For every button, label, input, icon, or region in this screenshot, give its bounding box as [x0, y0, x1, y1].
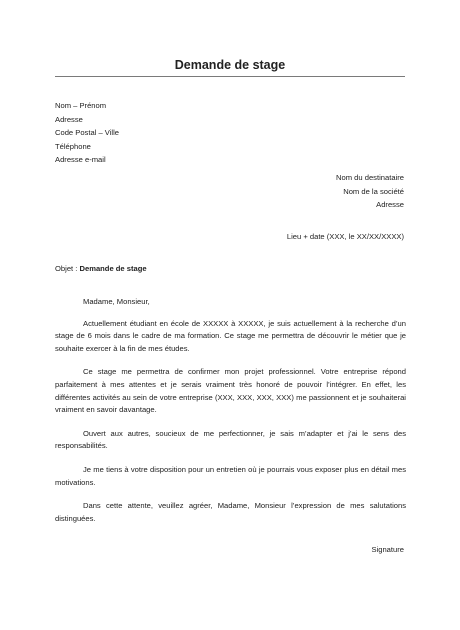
paragraph: Ce stage me permettra de confirmer mon projet professionnel. Votre entreprise répond parfaitement à mes attentes et je serais vraiment très honoré de pouvoir l’intégrer. En effet, les différentes activités au sein de votre entreprise (XXX, XXX, XXX, XXX) me passionnent et je souhaiterai vraiment en savoir davantage. — [55, 367, 406, 415]
place-date: Lieu + date (XXX, le XX/XX/XXXX) — [286, 232, 404, 241]
recipient-block — [336, 171, 404, 212]
letter-body — [55, 296, 406, 536]
paragraph: Ouvert aux autres, soucieux de me perfectionner, je sais m’adapter et j’ai le sens des responsabilités. — [55, 428, 406, 451]
salutation: Madame, Monsieur, — [83, 297, 150, 306]
sender-email: Adresse e-mail — [55, 155, 106, 164]
sender-name: Nom – Prénom — [55, 101, 107, 110]
recipient-address: Adresse — [376, 200, 404, 209]
title-divider — [55, 76, 405, 77]
subject-value: Demande de stage — [79, 264, 147, 273]
sender-phone: Téléphone — [55, 141, 91, 151]
sender-block — [55, 99, 119, 167]
paragraph: Je me tiens à votre disposition pour un entretien où je pourrais vous exposer plus en détail mes motivations. — [55, 464, 406, 487]
signature: Signature — [371, 545, 404, 554]
recipient-company: Nom de la société — [343, 186, 404, 196]
subject-line — [55, 263, 147, 275]
sender-postcode-city: Code Postal – Ville — [55, 128, 120, 137]
paragraph: Actuellement étudiant en école de XXXXX à XXXXX, je suis actuellement à la recherche d’un stage de 6 mois dans le cadre de ma formation. Ce stage me permettra de découvrir le métier que je souhaite exercer à la fin de mes études. — [55, 318, 406, 353]
subject-label: Objet : — [55, 264, 80, 273]
recipient-name: Nom du destinataire — [336, 173, 404, 182]
letter-title: Demande de stage — [174, 58, 286, 72]
sender-address: Adresse — [55, 114, 83, 124]
paragraph: Dans cette attente, veuillez agréer, Madame, Monsieur l’expression de mes salutations distinguées. — [55, 501, 406, 523]
